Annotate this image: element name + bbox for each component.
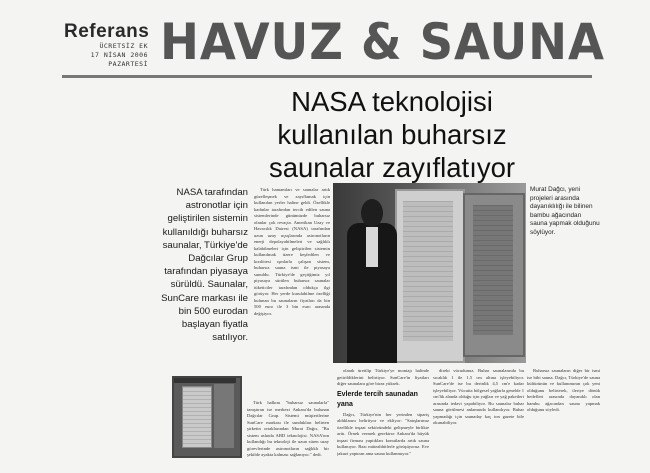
article-headline (232, 85, 552, 184)
issue-date: 17 NİSAN 2006 (90, 51, 148, 59)
body-paragraph: Türk halkını "buharsız saunalarla" tanıştıran ise merkezi Ankara'da bulunan Dağcılar Grup. Sistemi müşterilerine SunCare markası ile sundukları belirten şirketin ortaklarından Murat Dağcı, "Bu sistem aslında ABD teknolojisi. NASA'nın kullandığı bu teknoloji ile uzun süren uzay görevlerinde astronotların sağlıklı bir şekilde ayakta kalması sağlanıyor." dedi. (247, 400, 329, 457)
section-title: HAVUZ & SAUNA (160, 13, 605, 71)
sauna-cabin-photo (172, 376, 242, 458)
body-paragraph: Buharsız saunaların diğer bir ismi ise bibi sauna. Dağcı, Türkiye'de sauna kültürünün ve kullanımının çok yeni olduğunu belirterek, ileriye dönük hedefleri arasında dayanıklı olan bambu ağacından sauna yapmak olduğunu söyledi. (527, 368, 600, 412)
supplement-label: ÜCRETSİZ EK (99, 42, 148, 50)
body-column-left-lower (247, 400, 329, 466)
body-column-3 (337, 368, 429, 468)
issue-day: PAZARTESİ (108, 60, 148, 68)
article-spot: NASA tarafından astronotlar için geliştirilen sistemin kullanıldığı buharsız saunalar, Türkiye'de Dağcılar Grup tarafından piyasaya sürüldü. Saunalar, SunCare markası ile bin 500 eurodan başlayan fiyatla satılıyor. (161, 187, 248, 344)
photo-caption: Murat Dağcı, yeni projeleri arasında dayanıklılığı ile bilinen bambu ağacından sauna yapmak olduğunu söylüyor. (530, 186, 600, 236)
body-column-4 (433, 368, 524, 468)
masthead-rule (62, 75, 592, 78)
body-paragraph: Türk hamamları ve saunalar artık güzelleşmek ve zayıflamak için kullanılan yerler haline geldi. Özellikle kadınlar tarafından tercih edilen sauna sistemlerinde günümüzde buharsız olanlar çok revaçta. Amerikan Uzay ve Havacılık Dairesi (NASA) tarafından uzun uzay uçuşlarında astronotların enerji depolayabilmeleri ve sağlıklı kalabilmeleri için geliştirilen sistemin kullanılmak üzere keşfedilen ve kızılötesi ışınlarla çalışan sistem, buharsız sauna ismi ile piyasaya sunuldu. Türkiye'de geçtiğimiz yıl piyasaya sürülen buharsız saunalar tüketiciler tarafından oldukça ilgi görüyor. Her yerde kurulabilme özelliği bulunan bu saunaların fiyatları da bin 500 euro ile 3 bin euro arasında değişiyor. (254, 187, 330, 316)
subheading: Evlerde tercih saunadan yana (337, 390, 418, 408)
headline-line: kullanılan buharsız (277, 119, 507, 150)
masthead-left (64, 22, 148, 69)
body-paragraph: direkt vücudunuz. Buhar saunalarında bu sıcaklık 1 ile 1,5 cm altına işleyebiliyor. SunCare'de ise bu derinlik 4,5 cm'e kadar işleyebiliyor. Vücutta bölgesel yağlarla genelde 1 cm'lik alanda olduğu için yağları ve yağ paketleri arasında tedavi yapabiliyor. Bu saunalar buhar sauna görülmesi anlamında kullanılıyor. Buhar yapmadığı için saunaday kaç ton gazete bile okunabiliyor. (433, 368, 524, 425)
body-column-5 (527, 368, 600, 468)
headline-line: NASA teknolojisi (291, 86, 493, 117)
portrait-photo (333, 183, 526, 363)
headline-line: saunalar zayıflatıyor (268, 152, 516, 183)
body-paragraph: Dağcı, Türkiye'nin her yerinden sipariş aldıklarını belirtiyor ve ekliyor: "Satışlarımız özellikle inşaat sektöründeki gelişmeyle birlikte arttı. Örnek vermek gerekirse Ankara'da büyük inşaat firması yaptıkları konutlarda artık sauna kullanıyor. Bazı müteahhitlerle görüşüyoruz. Eve jakuzi yaptıran ama sauna kullanmıyor." (337, 411, 429, 456)
body-paragraph: olarak üretilip Türkiye'ye montajı halinde getirildiklerini belirtiyor. SunCare'in fiyatları diğer saunalara göre biraz yüksek. (337, 368, 429, 386)
publication-name: Referans (64, 21, 150, 42)
